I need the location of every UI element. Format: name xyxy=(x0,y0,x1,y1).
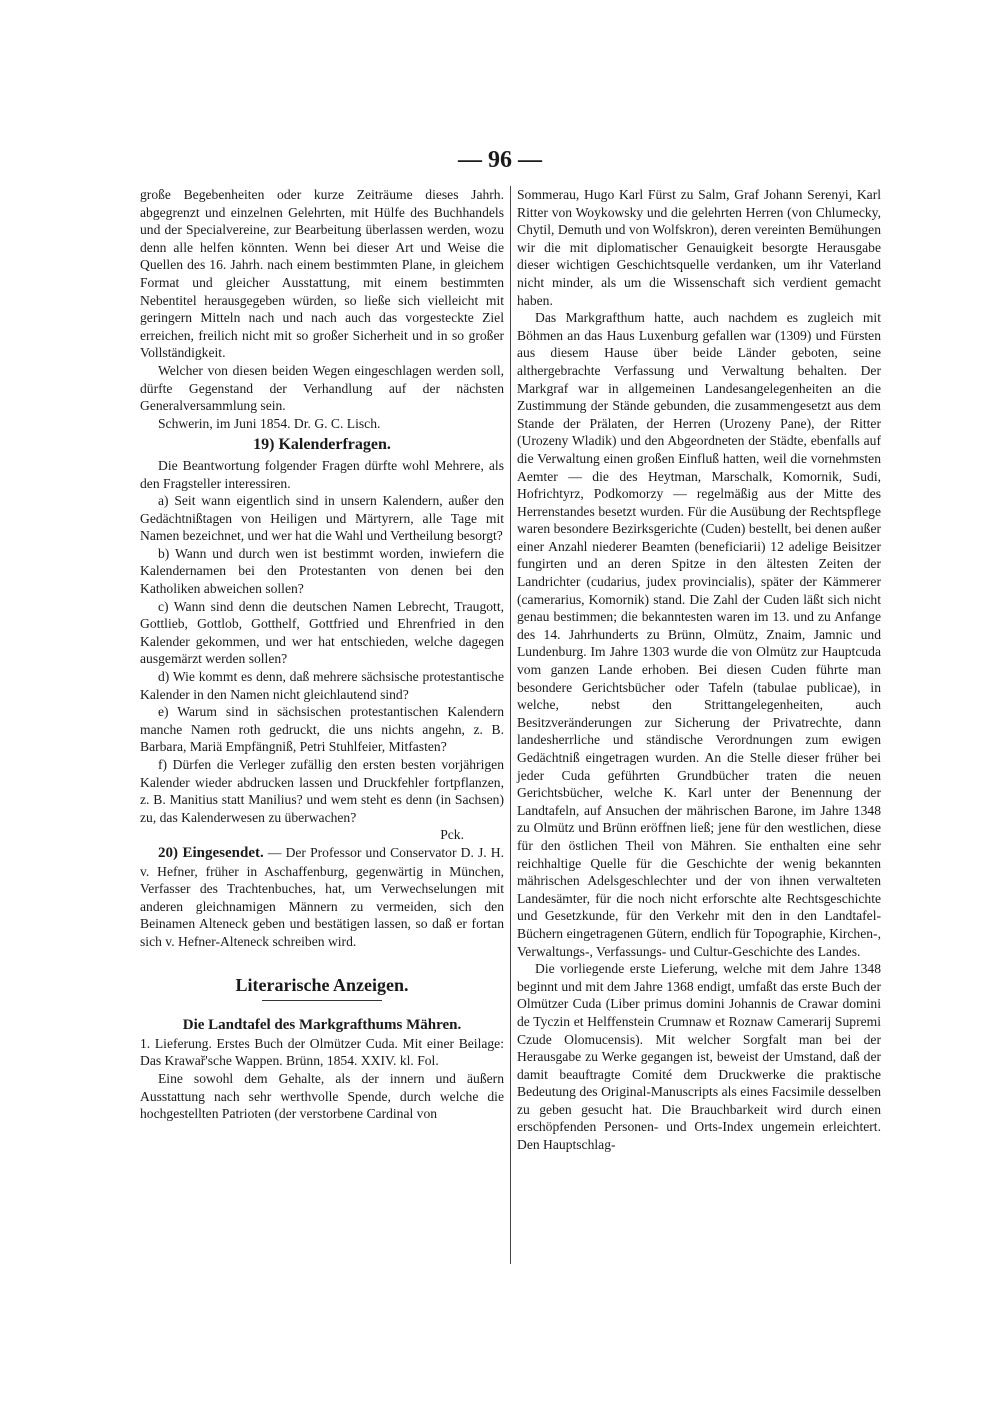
question-a: a) Seit wann eigentlich sind in unsern Kalendern, außer den Gedächtnißtagen von Heiligen und Märtyrern, alle Tage mit Namen bezeichnet, und wer hat die Wahl und Vertheilung besorgt? xyxy=(140,493,504,544)
paragraph: Welcher von diesen beiden Wegen eingeschlagen werden soll, dürfte Gegenstand der Verhandlung auf der nächsten Generalversammlung sein. xyxy=(140,362,504,414)
question-f: f) Dürfen die Verleger zufällig den ersten besten vorjährigen Kalender wieder abdrucken lassen und Druckfehler fortpflanzen, z. B. Manitius statt Manilius? und wem steht es denn (in Sachsen) zu, das Kalenderwesen zu überwachen? xyxy=(140,757,504,825)
section-heading-20: 20) Eingesendet. xyxy=(158,844,264,861)
signature: Pck. xyxy=(440,827,464,843)
literature-heading xyxy=(140,974,504,1002)
question-d: d) Wie kommt es denn, daß mehrere sächsische protestantische Kalender in den Namen nicht gleichlautend sind? xyxy=(140,669,504,702)
section-20-text: — Der Professor und Conservator D. J. H. v. Hefner, früher in Aschaffenburg, gegenwärtig in München, Verfasser des Trachtenbuches, hat, um Verwechselungen mit anderen gleichnamigen Männern zu vermeiden, sich den Beinamen Alteneck geben und bestätigen lassen, so daß er fortan sich v. Hefner-Alteneck schreiben wird. xyxy=(140,844,504,949)
paragraph: Die vorliegende erste Lieferung, welche mit dem Jahre 1348 beginnt und mit dem Jahre 1368 endigt, umfaßt das erste Buch der Olmützer Cuda (Liber primus domini Johannis de Crawar domini de Tyczin et Helffenstein Crumnaw et Roznaw Camerarij Supremi Czude Olomucensis). Mit welcher Sorgfalt man bei der Herausgabe zu Werke gegangen ist, beweist der Umstand, daß der damit beauftragte Comité dem Druckwerke die praktische Bedeutung des Original-Manuscripts als eines Facsimile desselben zu geben gesucht hat. Die Brauchbarkeit wird durch einen erschöpfenden Personen- und Orts-Index ungemein erleichtert. Den Hauptschlag- xyxy=(517,961,881,1153)
question-c: c) Wann sind denn die deutschen Namen Lebrecht, Traugott, Gottlieb, Gottlob, Gotthelf, Gottfried und Ehrenfried in den Kalender gekommen, und wer hat entschieden, welche dagegen ausgemärzt werden sollen? xyxy=(140,598,504,667)
section-heading-19: 19) Kalenderfragen. xyxy=(253,436,391,454)
left-column xyxy=(140,186,504,1123)
signature: Schwerin, im Juni 1854. Dr. G. C. Lisch. xyxy=(158,415,381,431)
column-divider xyxy=(510,186,511,1264)
paragraph: Sommerau, Hugo Karl Fürst zu Salm, Graf Johann Serenyi, Karl Ritter von Woykowsky und die gelehrten Herren (von Chlumecky, Chytil, Demuth und von Wolfskron), deren vereinten Bemühungen wir die mit diplomatischer Genauigkeit besorgte Herausgabe dieser wichtigen Geschichtsquelle verdanken, um ihr Vaterland nicht minder, als um die Wissenschaft sich verdient gemacht haben. xyxy=(517,187,881,308)
paragraph: große Begebenheiten oder kurze Zeiträume dieses Jahrh. abgegrenzt und einzelnen Gelehrten, mit Hülfe des Buchhandels und der Specialvereine, zur Bearbeitung überlassen werden, wozu denn alle helfen könnten. Wenn bei dieser Art und Weise die Quellen des 16. Jahrh. nach einem bestimmten Plane, in gleichem Format und gleicher Ausstattung, mit einem bestimmten Nebentitel herausgegeben würden, so ließe sich vielleicht mit geringern Mitteln nach und nach auch das vorgesteckte Ziel erreichen, freilich nicht mit so großer Sicherheit und in so großer Vollständigkeit. xyxy=(140,187,504,361)
paragraph: Eine sowohl dem Gehalte, als der innern und äußern Ausstattung nach sehr werthvolle Spende, durch welche die hochgestellten Patrioten (der verstorbene Cardinal von xyxy=(140,1070,504,1122)
paragraph: Das Markgrafthum hatte, auch nachdem es zugleich mit Böhmen an das Haus Luxenburg gefallen war (1309) und Fürsten aus diesem Hause über beide Länder geboten, seine althergebrachte Verfassung und Verwaltung behalten. Der Markgraf war in allgemeinen Landesangelegenheiten an die Zustimmung der Stände gebunden, die zusammengesetzt aus dem Stande der Prälaten, der Herren (Urozeny Pane), der Ritter (Urozeny Wladik) und den Abgeordneten der Städte, ebenfalls auf die Verwaltung einen großen Einfluß hatten, weil die vornehmsten Aemter — die des Heytman, Marschalk, Komornik, Sudi, Hofrichtyrz, Podkomorzy — regelmäßig aus der Mitte des Herrenstandes besetzt wurden. Für die Ausübung der Rechtspflege waren besondere Bezirksgerichte (Cuden) bestellt, bei denen außer einer Anzahl niederer Beamten (beneficiarii) 12 adelige Beisitzer fungirten und an deren Spitze in den ältesten Zeiten der Landrichter (cudarius, judex provincialis), später der Kämmerer (camerarius, Komornik) stand. Die Zahl der Cuden läßt sich nicht genau bestimmen; die bekanntesten waren im 13. und zu Anfange des 14. Jahrhunderts zu Brünn, Olmütz, Znaim, Jamnic und Lundenburg. Im Jahre 1303 wurde die von Olmütz zur Hauptcuda vom ganzen Lande erhoben. Bei diesen Cuden führte man besondere Gerichtsbücher oder Tafeln (tabulae publicae), in welche, nebst den Strittangelegenheiten, auch Besitzveränderungen zur Sicherung der Privatrechte, dann landesherrliche und ständische Verordnungen zum ewigen Gedächtniß eingetragen wurden. An die Stelle dieser früher bei jeder Cuda geführten Grundbücher traten die neuen Gerichtsbücher, welche K. Karl unter der Benennung der Landtafeln, auf Ansuchen der mährischen Barone, im Jahre 1348 zu Olmütz und Brünn eröffnen ließ; jene für den westlichen, diese für den östlichen Theil von Mähren. Sie enthalten eine sehr reichhaltige Quelle für die Geschichte der wenig bekannten mährischen Adelsgeschlechter und der von ihnen verwalteten Landesämter, für die noch nicht erforschte alte Rechtsgeschichte und Gesetzkunde, für den Verkehr mit den in den Landtafel-Büchern eingetragenen Gütern, endlich für Topographie, Kirchen-, Verwaltungs-, Verfassungs- und Cultur-Geschichte des Landes. xyxy=(517,310,881,959)
book-title: Die Landtafel des Markgrafthums Mähren. xyxy=(182,1017,462,1034)
question-b: b) Wann und durch wen ist bestimmt worden, inwiefern die Kalendernamen bei den Protestanten von denen bei den Katholiken abweichen sollen? xyxy=(140,545,504,597)
section-20 xyxy=(140,844,504,951)
right-column xyxy=(517,186,881,1154)
heading-rule xyxy=(262,1000,382,1001)
paragraph: Die Beantwortung folgender Fragen dürfte wohl Mehrere, als den Fragsteller interessiren. xyxy=(140,457,504,491)
book-info: 1. Lieferung. Erstes Buch der Olmützer Cuda. Mit einer Beilage: Das Krawař'sche Wappen. Brünn, 1854. XXIV. kl. Fol. xyxy=(140,1035,504,1069)
literature-heading-text: Literarische Anzeigen. xyxy=(235,974,409,995)
page-number: — 96 — xyxy=(458,147,542,173)
question-e: e) Warum sind in sächsischen protestantischen Kalendern manche Namen roth gedruckt, die uns nichts angehn, z. B. Barbara, Mariä Empfängniß, Petri Stuhlfeier, Mitfasten? xyxy=(140,704,504,755)
